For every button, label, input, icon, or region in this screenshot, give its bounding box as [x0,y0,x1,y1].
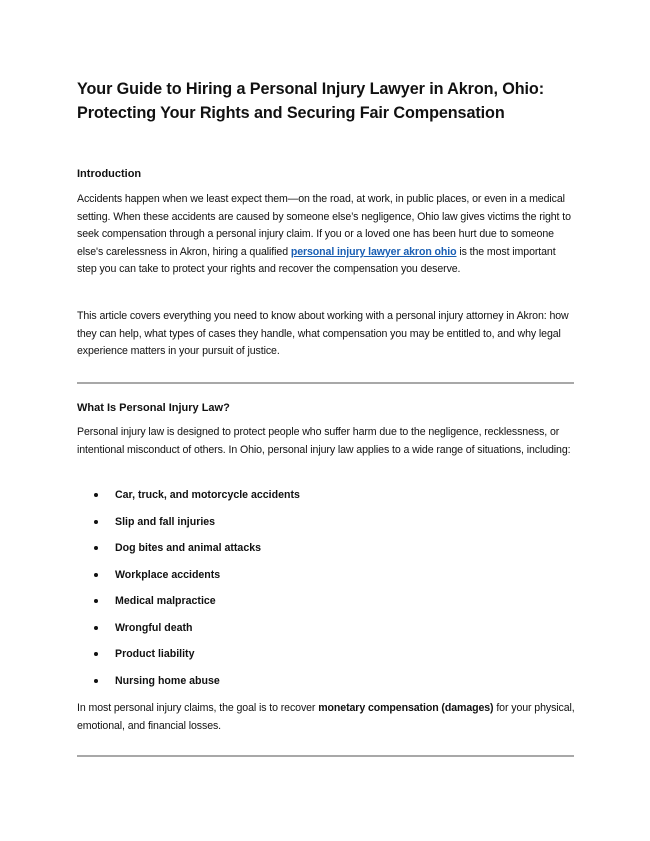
list-item [77,538,300,565]
case-types-list [77,485,300,697]
list-item-text: Workplace accidents [115,568,221,581]
damages-text-before-bold: In most personal injury claims, the goal is to recover [77,702,319,714]
list-item [77,565,300,592]
bullet-icon [94,599,98,603]
intro-paragraph-1 [77,191,577,279]
bullet-icon [94,546,98,550]
list-item-text: Dog bites and animal attacks [115,542,262,554]
personal-injury-law-heading: What Is Personal Injury Law? [77,402,230,414]
list-item [77,485,300,512]
list-item-text: Slip and fall injuries [115,515,216,528]
damages-bold-text: monetary compensation (damages) [318,702,494,714]
bullet-icon [94,493,98,497]
intro-paragraph-2: This article covers everything you need to know about working with a personal injury attorney in Akron: how they can help, what types of cases they handle, what compensation you may be entitled to, and why legal experience matters in your pursuit of justice. [77,310,569,358]
personal-injury-law-paragraph: Personal injury law is designed to protect people who suffer harm due to the negligence, recklessness, or intentional misconduct of others. In Ohio, personal injury law applies to a wide range of situations, including: [77,426,571,456]
list-item-text: Nursing home abuse [115,674,220,687]
bullet-icon [94,652,98,656]
page-title [77,77,577,125]
personal-injury-lawyer-link[interactable]: personal injury lawyer akron ohio [290,245,457,258]
bullet-icon [94,679,98,683]
list-item-text: Car, truck, and motorcycle accidents [115,489,300,501]
list-item [77,671,300,698]
list-item [77,591,300,618]
bullet-icon [94,520,98,524]
list-item-text: Product liability [115,648,195,660]
section-divider [77,755,574,757]
title-line-1: Your Guide to Hiring a Personal Injury Lawyer in Akron, Ohio: [77,80,544,98]
introduction-heading: Introduction [77,168,142,180]
bullet-icon [94,573,98,577]
list-item [77,512,300,539]
list-item-text: Medical malpractice [115,595,216,607]
bullet-icon [94,626,98,630]
list-item [77,644,300,671]
damages-text-after-bold: for your physical, emotional, and financial losses. [77,702,575,732]
intro-text-after-link: is the most important step you can take to protect your rights and recover the compensation you deserve. [77,245,556,276]
list-item-text: Wrongful death [115,621,193,634]
damages-paragraph [77,700,577,735]
intro-text-before-link: Accidents happen when we least expect them—on the road, at work, in public places, or even in a medical setting. When these accidents are caused by someone else’s negligence, Ohio law gives victims the right to seek compensation through a personal injury claim. If you or a loved one has been hurt due to someone else's carelessness in Akron, hiring a qualified [77,193,571,258]
list-item [77,618,300,645]
title-line-2: Protecting Your Rights and Securing Fair Compensation [77,104,505,122]
section-divider [77,382,574,384]
